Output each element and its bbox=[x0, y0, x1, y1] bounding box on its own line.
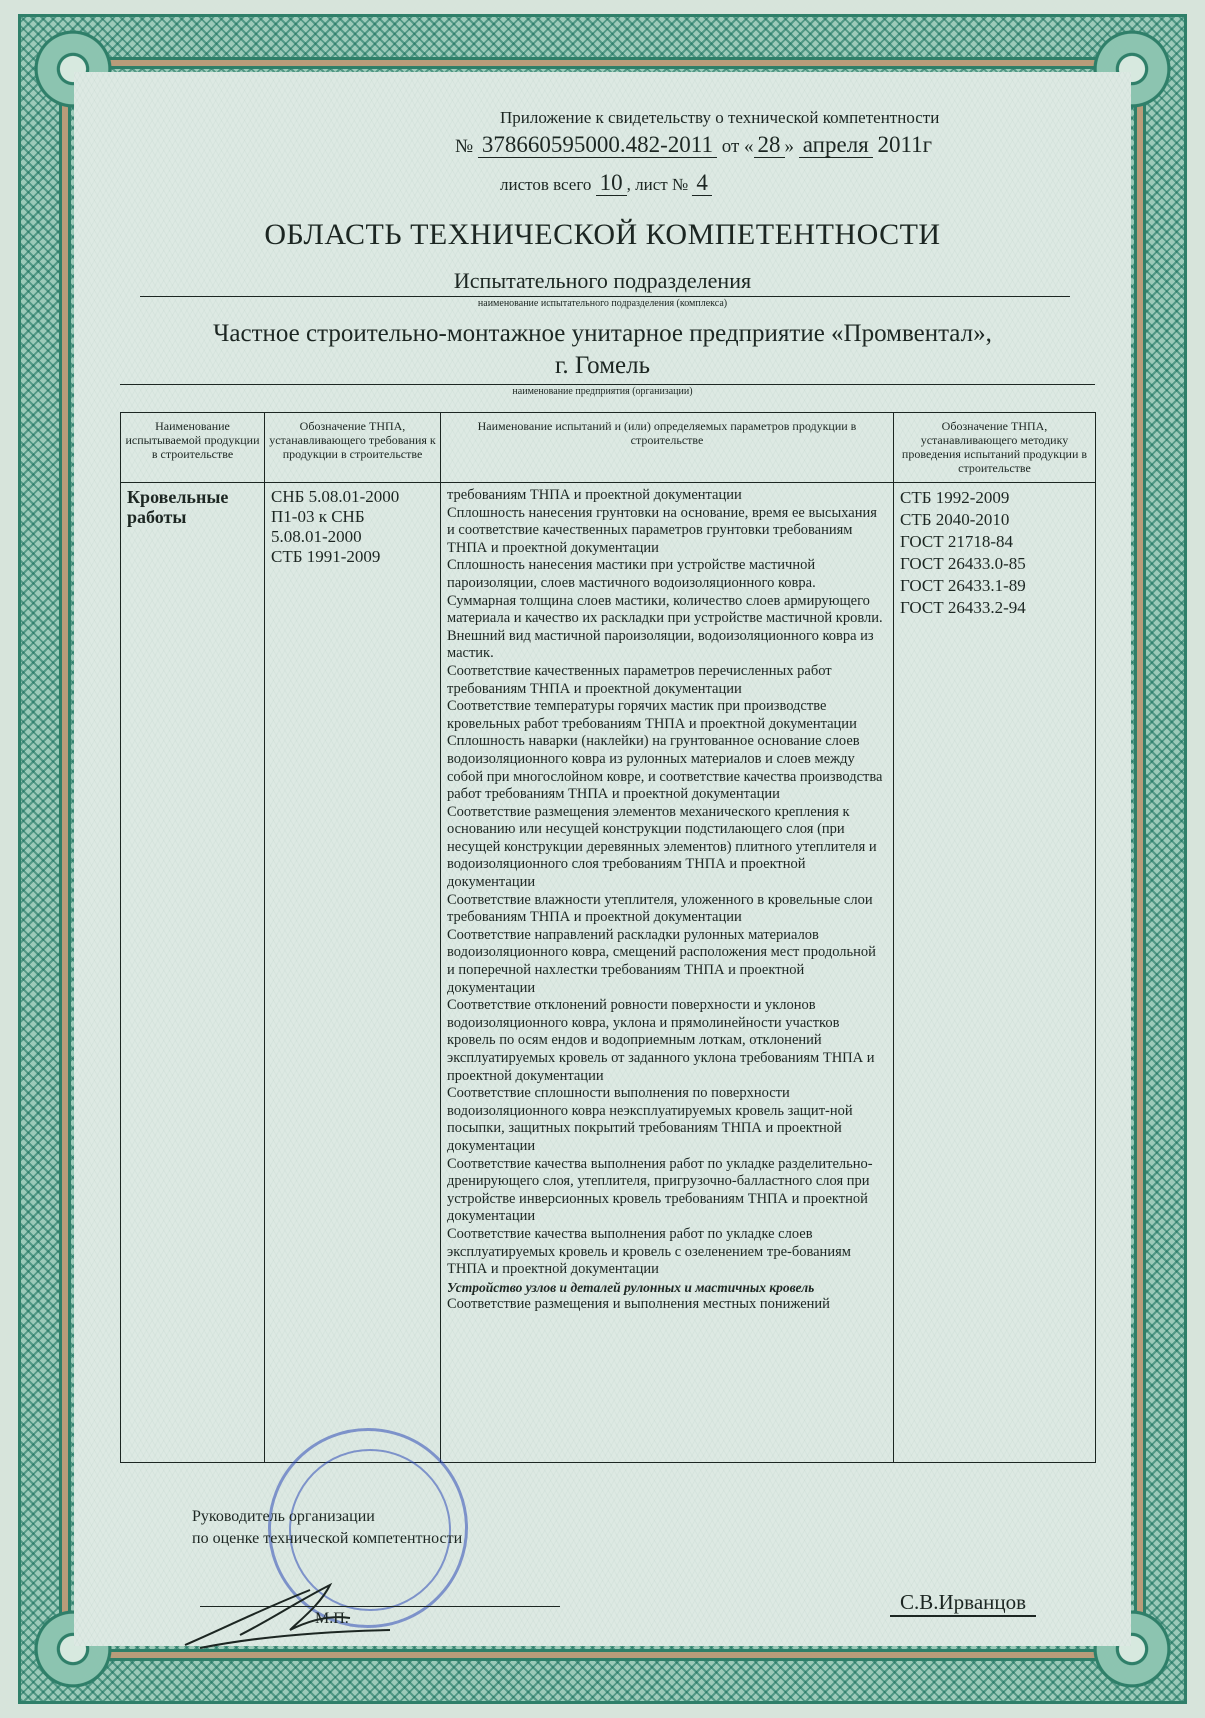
method-line: ГОСТ 26433.1-89 bbox=[900, 576, 1026, 595]
date-mid: » bbox=[784, 136, 795, 157]
number-prefix: № bbox=[455, 136, 474, 157]
tests-cell bbox=[441, 483, 894, 1463]
header-methods: Обозначение ТНПА, устанавливающего методику проведения испытаний продукции в строительстве bbox=[894, 413, 1096, 483]
organization-line1: Частное строительно-монтажное унитарное предприятие «Промвентал», bbox=[213, 320, 992, 347]
handwritten-signature bbox=[180, 1580, 400, 1650]
tnpa-line: 5.08.01-2000 bbox=[271, 527, 362, 546]
sheets-line bbox=[500, 170, 900, 196]
test-item: Соответствие сплошности выполнения по поверхности водоизоляционного ковра неэксплуатируемых кровель защит-ной посыпки, защитных покрытий требованиям ТНПА и проектной документации bbox=[447, 1085, 853, 1154]
competence-table bbox=[120, 412, 1096, 1463]
sheets-total: 10 bbox=[596, 170, 627, 196]
tnpa-cell bbox=[265, 483, 441, 1463]
date-day: 28 bbox=[754, 132, 785, 158]
divider bbox=[120, 384, 1095, 385]
header-product: Наименование испытываемой продукции в строительстве bbox=[121, 413, 265, 483]
method-line: СТБ 1992-2009 bbox=[900, 488, 1010, 507]
sheet-number: 4 bbox=[692, 170, 712, 196]
date-month: апреля bbox=[799, 132, 873, 158]
organization-line2: г. Гомель bbox=[554, 352, 650, 379]
product-cell: Кровельные работы bbox=[121, 483, 265, 1463]
test-item: Сплошность нанесения грунтовки на основание, время ее высыхания и соответствие качественных параметров грунтовки требованиям ТНПА и проектной документации bbox=[447, 504, 877, 556]
date-prefix: от « bbox=[721, 136, 754, 157]
header-tnpa: Обозначение ТНПА, устанавливающего требования к продукции в строительстве bbox=[265, 413, 441, 483]
appendix-line: Приложение к свидетельству о технической компетентности bbox=[500, 108, 940, 127]
tnpa-line: СТБ 1991-2009 bbox=[271, 547, 381, 566]
signatory-title-line2: по оценке технической компетентности bbox=[192, 1530, 463, 1547]
signatory-title-line1: Руководитель организации bbox=[192, 1508, 375, 1525]
seal-place-label: М.П. bbox=[315, 1610, 349, 1627]
divider bbox=[140, 296, 1070, 297]
methods-cell bbox=[894, 483, 1096, 1463]
section-heading: Устройство узлов и деталей рулонных и мастичных кровель bbox=[447, 1279, 815, 1295]
test-item: Соответствие качественных параметров перечисленных работ требованиям ТНПА и проектной документации bbox=[447, 662, 832, 697]
test-item: Соответствие размещения элементов механического крепления к основанию или несущей конструкции подстилающего слоя (при несущей конструкции деревянных элементов) плитного утеплителя и водоизоляционного слоя требованиям ТНПА и проектной документации bbox=[447, 803, 877, 891]
subdivision-caption: наименование испытательного подразделения (комплекса) bbox=[477, 298, 728, 309]
test-item: Суммарная толщина слоев мастики, количество слоев армирующего материала и качество их раскладки при устройстве мастичной кровли. bbox=[447, 592, 883, 627]
tnpa-line: СНБ 5.08.01-2000 bbox=[271, 487, 400, 506]
signatory-name: С.В.Ирванцов bbox=[890, 1590, 1036, 1617]
page-title: ОБЛАСТЬ ТЕХНИЧЕСКОЙ КОМПЕТЕНТНОСТИ bbox=[264, 218, 941, 251]
test-item: Сплошность наварки (наклейки) на грунтованное основание слоев водоизоляционного ковра из рулонных материалов и слоев между собой при многослойном ковре, и соответствие качества производства работ требованиям ТНПА и проектной документации bbox=[447, 733, 883, 803]
test-item: Сплошность нанесения мастики при устройстве мастичной пароизоляции, слоев мастичного водоизоляционного ковра. bbox=[447, 557, 816, 591]
test-item: Соответствие температуры горячих мастик при производстве кровельных работ требованиям ТНПА и проектной документации bbox=[447, 698, 857, 732]
test-item: Соответствие отклонений ровности поверхности и уклонов водоизоляционного ковра, уклона и прямолинейности участков кровель по осям ендов и водоприемным лоткам, отклонений эксплуатируемых кровель от заданного уклона требованиям ТНПА и проектной документации bbox=[447, 997, 875, 1084]
method-line: ГОСТ 26433.0-85 bbox=[900, 554, 1026, 573]
test-item: Соответствие качества выполнения работ по укладке слоев эксплуатируемых кровель и кровель с озеленением тре-бованиям ТНПА и проектной документации bbox=[447, 1225, 851, 1278]
certificate-number-line bbox=[455, 132, 1095, 158]
organization-name bbox=[0, 318, 1205, 382]
date-year: 2011г bbox=[877, 132, 933, 157]
test-item: Соответствие влажности утеплителя, уложенного в кровельные слои требованиям ТНПА и проектной документации bbox=[447, 891, 873, 926]
tnpa-line: П1-03 к СНБ bbox=[271, 507, 365, 526]
table-row bbox=[121, 483, 1096, 1463]
test-item: требованиям ТНПА и проектной документации bbox=[447, 487, 742, 503]
header-tests: Наименование испытаний и (или) определяемых параметров продукции в строительстве bbox=[441, 413, 894, 483]
method-line: ГОСТ 26433.2-94 bbox=[900, 598, 1026, 617]
table-header-row bbox=[121, 413, 1096, 483]
method-line: СТБ 2040-2010 bbox=[900, 510, 1010, 529]
test-item: Соответствие качества выполнения работ по укладке разделительно-дренирующего слоя, утеплителя, пригрузочно-балластного слоя при устройстве инверсионных кровель требованиям ТНПА и проектной документации bbox=[447, 1155, 873, 1225]
test-item: Внешний вид мастичной пароизоляции, водоизоляционного ковра из мастик. bbox=[447, 627, 874, 662]
certificate-number: 378660595000.482-2011 bbox=[478, 132, 717, 158]
method-line: ГОСТ 21718-84 bbox=[900, 532, 1014, 551]
sheet-label: , лист № bbox=[626, 175, 689, 194]
subdivision-name: Испытательного подразделения bbox=[453, 268, 752, 293]
sheets-label: листов всего bbox=[500, 175, 592, 194]
organization-caption: наименование предприятия (организации) bbox=[512, 386, 693, 397]
test-item: Соответствие направлений раскладки рулонных материалов водоизоляционного ковра, смещений расположения мест продольной и поперечной нахлестки требованиям ТНПА и проектной документации bbox=[447, 926, 876, 996]
test-item: Соответствие размещения и выполнения местных понижений bbox=[447, 1296, 830, 1313]
